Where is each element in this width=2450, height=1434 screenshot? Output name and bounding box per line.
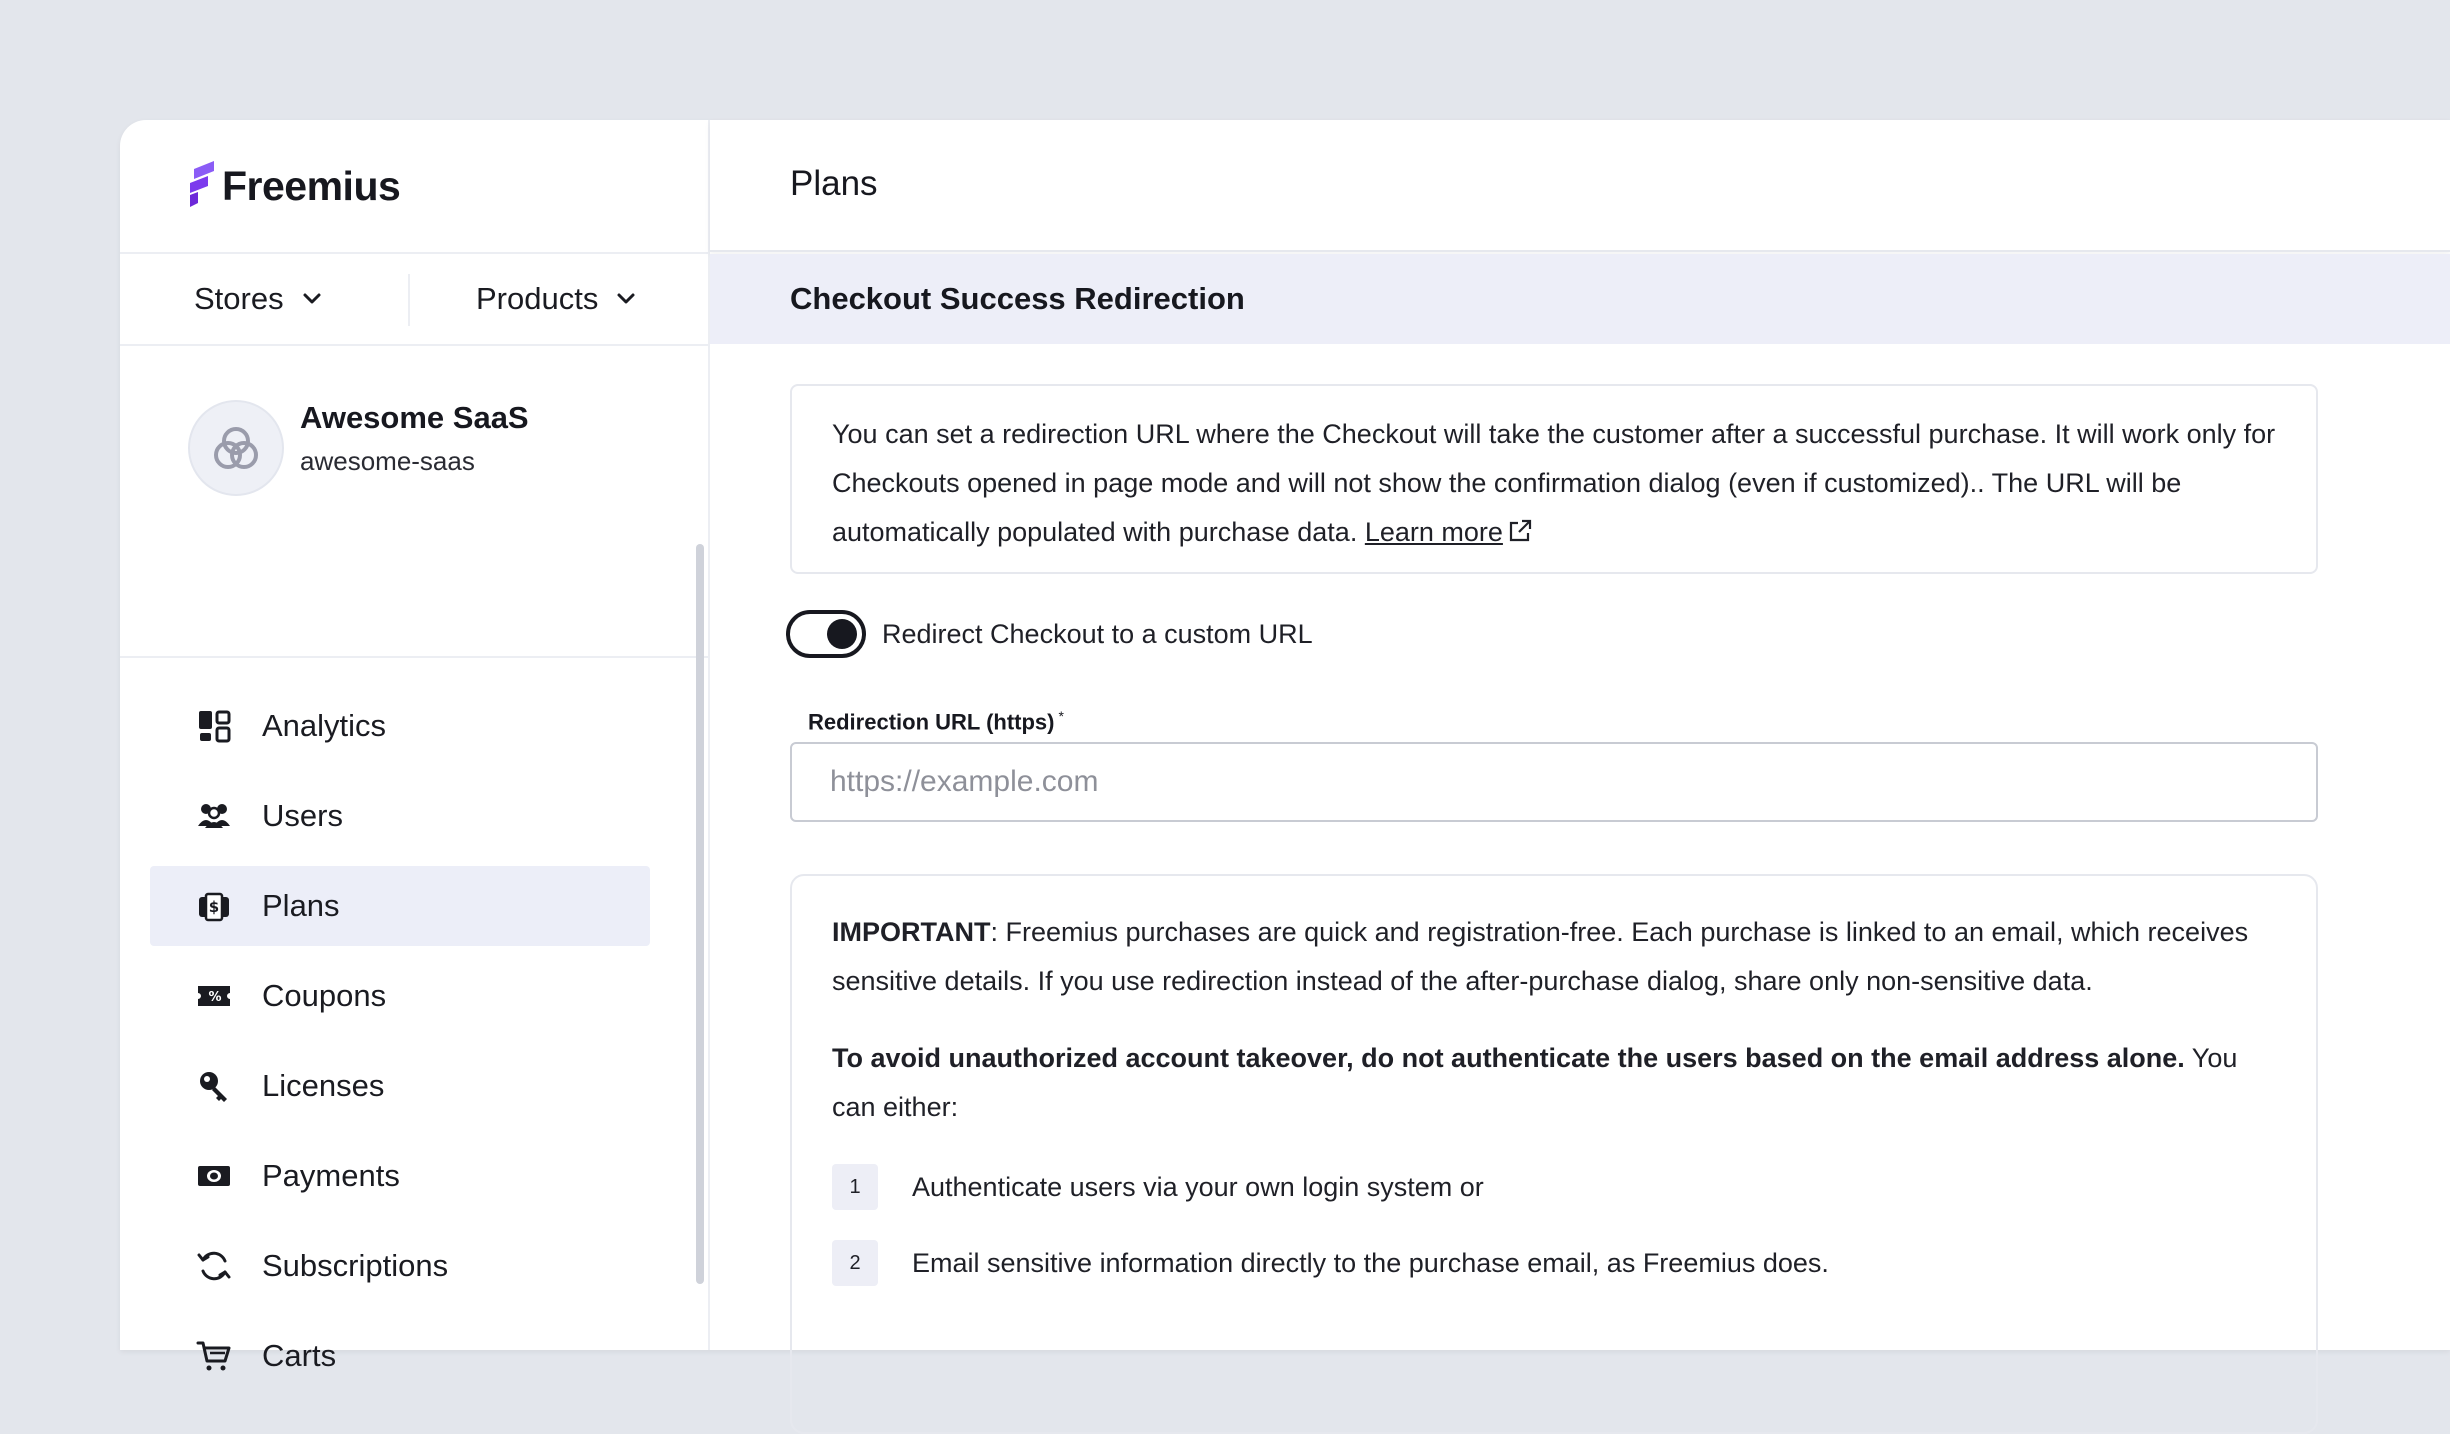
learn-more-link[interactable] bbox=[1365, 517, 1503, 547]
freemius-logo-icon bbox=[188, 161, 216, 211]
products-dropdown[interactable] bbox=[476, 254, 636, 344]
products-label: Products bbox=[476, 281, 599, 316]
page-title: Plans bbox=[790, 164, 878, 203]
url-field-label bbox=[808, 708, 1064, 735]
selector-bar bbox=[120, 252, 708, 346]
steps-list bbox=[832, 1162, 2276, 1288]
coupon-icon bbox=[196, 978, 232, 1014]
info-text: You can set a redirection URL where the Checkout will take the customer after a successful purchase. It will work only for Checkouts opened in page mode and will not show the confirmation dialog (even if customized).. The URL will be automatically populated with purchase data. bbox=[832, 419, 2276, 547]
sidebar-item-carts[interactable] bbox=[150, 1316, 650, 1396]
subscription-icon bbox=[196, 1248, 232, 1284]
sidebar-item-label: Users bbox=[262, 798, 343, 833]
warning-bold: To avoid unauthorized account takeover, do not authenticate the users based on the email address alone. bbox=[832, 1043, 2185, 1073]
divider bbox=[408, 274, 410, 326]
redirection-url-input[interactable] bbox=[790, 742, 2318, 822]
redirect-toggle-row bbox=[786, 610, 1313, 658]
plans-icon bbox=[196, 888, 232, 924]
page-header bbox=[710, 120, 2450, 252]
sidebar-nav bbox=[150, 658, 650, 1396]
external-link-icon[interactable] bbox=[1507, 518, 1533, 544]
store-card[interactable] bbox=[120, 346, 708, 658]
sidebar-item-label: Subscriptions bbox=[262, 1248, 449, 1283]
users-icon bbox=[196, 798, 232, 834]
toggle-label: Redirect Checkout to a custom URL bbox=[882, 618, 1313, 649]
sidebar-item-payments[interactable] bbox=[150, 1136, 650, 1216]
step-text: Email sensitive information directly to the purchase email, as Freemius does. bbox=[912, 1247, 1829, 1278]
store-logo-icon bbox=[207, 419, 265, 477]
sidebar-item-label: Licenses bbox=[262, 1068, 385, 1103]
avatar bbox=[188, 400, 284, 496]
list-item bbox=[832, 1238, 2276, 1288]
sidebar-scrollbar[interactable] bbox=[696, 544, 704, 1284]
analytics-icon bbox=[196, 708, 232, 744]
warning-rest: You can either: bbox=[832, 1043, 2238, 1122]
important-text: : Freemius purchases are quick and registration-free. Each purchase is linked to an email, which receives sensitive details. If you use redirection instead of the after-purchase dialog, share only non-sensitive data. bbox=[832, 917, 2249, 996]
app-window bbox=[120, 120, 2450, 1373]
store-name: Awesome SaaS bbox=[300, 400, 529, 435]
main-content bbox=[710, 120, 2450, 1350]
sidebar-item-label: Payments bbox=[262, 1158, 400, 1193]
sidebar-item-coupons[interactable] bbox=[150, 956, 650, 1036]
warning-paragraph bbox=[832, 1034, 2276, 1132]
step-number: 1 bbox=[832, 1164, 878, 1210]
brand-logo[interactable] bbox=[188, 156, 400, 216]
sidebar-item-label: Plans bbox=[262, 888, 340, 923]
notice-paragraph bbox=[832, 908, 2276, 1006]
sidebar-item-label: Analytics bbox=[262, 708, 387, 743]
key-icon bbox=[196, 1068, 232, 1104]
sidebar bbox=[120, 120, 710, 1373]
info-box bbox=[790, 384, 2318, 574]
learn-more-label: Learn more bbox=[1364, 517, 1503, 547]
payment-icon bbox=[196, 1158, 232, 1194]
svg-text:$: $ bbox=[208, 898, 220, 916]
important-label: IMPORTANT bbox=[832, 917, 991, 947]
sidebar-item-label: Carts bbox=[262, 1338, 337, 1373]
section-title: Checkout Success Redirection bbox=[710, 254, 2450, 344]
sidebar-item-plans[interactable] bbox=[150, 866, 650, 946]
svg-text:%: % bbox=[208, 990, 222, 1005]
sidebar-item-subscriptions[interactable] bbox=[150, 1226, 650, 1306]
list-item bbox=[832, 1162, 2276, 1212]
chevron-down-icon bbox=[616, 292, 636, 306]
step-number: 2 bbox=[832, 1240, 878, 1286]
step-text: Authenticate users via your own login system or bbox=[912, 1171, 1484, 1202]
required-mark: * bbox=[1058, 708, 1064, 724]
stores-dropdown[interactable] bbox=[194, 254, 322, 344]
redirect-toggle[interactable] bbox=[786, 610, 866, 658]
sidebar-item-users[interactable] bbox=[150, 776, 650, 856]
sidebar-item-label: Coupons bbox=[262, 978, 387, 1013]
cart-icon bbox=[196, 1338, 232, 1374]
sidebar-item-analytics[interactable] bbox=[150, 686, 650, 766]
chevron-down-icon bbox=[302, 292, 322, 306]
toggle-knob bbox=[827, 619, 857, 649]
sidebar-item-licenses[interactable] bbox=[150, 1046, 650, 1126]
brand-name: Freemius bbox=[222, 162, 401, 209]
url-field-label-text: Redirection URL (https) bbox=[808, 709, 1055, 735]
important-notice bbox=[790, 874, 2318, 1434]
store-slug: awesome-saas bbox=[300, 446, 475, 476]
stores-label: Stores bbox=[194, 281, 284, 316]
